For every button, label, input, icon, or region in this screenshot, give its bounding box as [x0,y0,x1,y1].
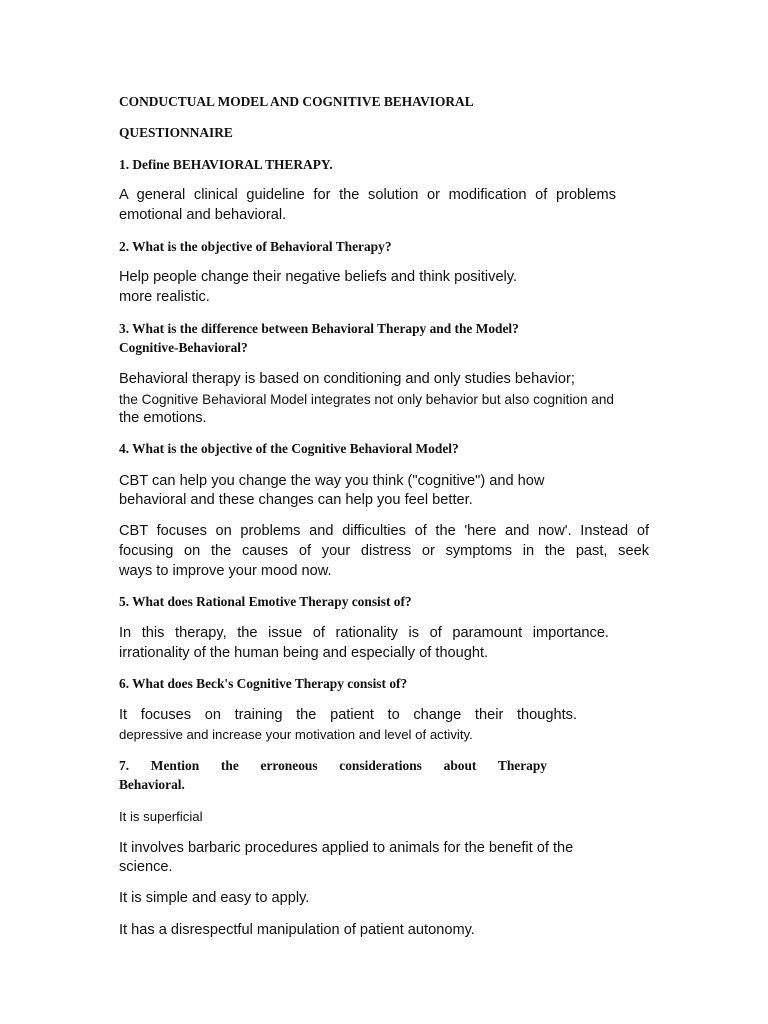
question-4-heading: 4. What is the objective of the Cognitive Behavioral Model? [119,441,459,456]
answer-7-item-3: It is simple and easy to apply. [119,890,310,906]
answer-4-paragraph-2-line-1: CBT focuses on problems and difficulties of the 'here and now'. Instead of [119,523,649,539]
answer-1-line-1: A general clinical guideline for the solution or modification of problems [119,187,616,203]
document-title-line-1: CONDUCTUAL MODEL AND COGNITIVE BEHAVIORAL [119,94,474,109]
question-5-heading: 5. What does Rational Emotive Therapy consist of? [119,594,412,609]
answer-4-paragraph-2-line-3: ways to improve your mood now. [119,563,332,579]
question-6-heading: 6. What does Beck's Cognitive Therapy consist of? [119,676,408,691]
answer-3-line-1: Behavioral therapy is based on conditioning and only studies behavior; [119,371,575,387]
answer-6-line-2: depressive and increase your motivation and level of activity. [119,727,473,742]
question-7-heading-line-2: Behavioral. [119,777,185,792]
answer-7-item-1: It is superficial [119,809,203,824]
answer-6-line-1: It focuses on training the patient to change their thoughts. [119,707,577,723]
answer-3-line-2: the Cognitive Behavioral Model integrates not only behavior but also cognition and [119,392,614,407]
answer-1-line-2: emotional and behavioral. [119,207,287,223]
answer-4-line-1: CBT can help you change the way you think ("cognitive") and how [119,473,545,489]
document-title-line-2: QUESTIONNAIRE [119,125,233,140]
question-3-heading-line-2: Cognitive-Behavioral? [119,340,248,355]
question-3-heading-line-1: 3. What is the difference between Behavioral Therapy and the Model? [119,321,519,336]
answer-2-line-2: more realistic. [119,289,210,305]
question-7-heading-line-1: 7. Mention the erroneous considerations about Therapy [119,758,547,773]
answer-7-item-4: It has a disrespectful manipulation of patient autonomy. [119,922,475,938]
answer-7-item-2-line-1: It involves barbaric procedures applied to animals for the benefit of the [119,840,574,856]
answer-4-line-2: behavioral and these changes can help you feel better. [119,492,473,508]
question-1-heading: 1. Define BEHAVIORAL THERAPY. [119,157,333,172]
answer-5-line-1: In this therapy, the issue of rationality is of paramount importance. [119,625,609,641]
answer-4-paragraph-2-line-2: focusing on the causes of your distress or symptoms in the past, seek [119,543,649,559]
question-2-heading: 2. What is the objective of Behavioral Therapy? [119,239,392,254]
answer-5-line-2: irrationality of the human being and especially of thought. [119,645,489,661]
answer-7-item-2-line-2: science. [119,859,173,875]
answer-3-line-3: the emotions. [119,410,207,426]
answer-2-line-1: Help people change their negative beliefs and think positively. [119,269,518,285]
